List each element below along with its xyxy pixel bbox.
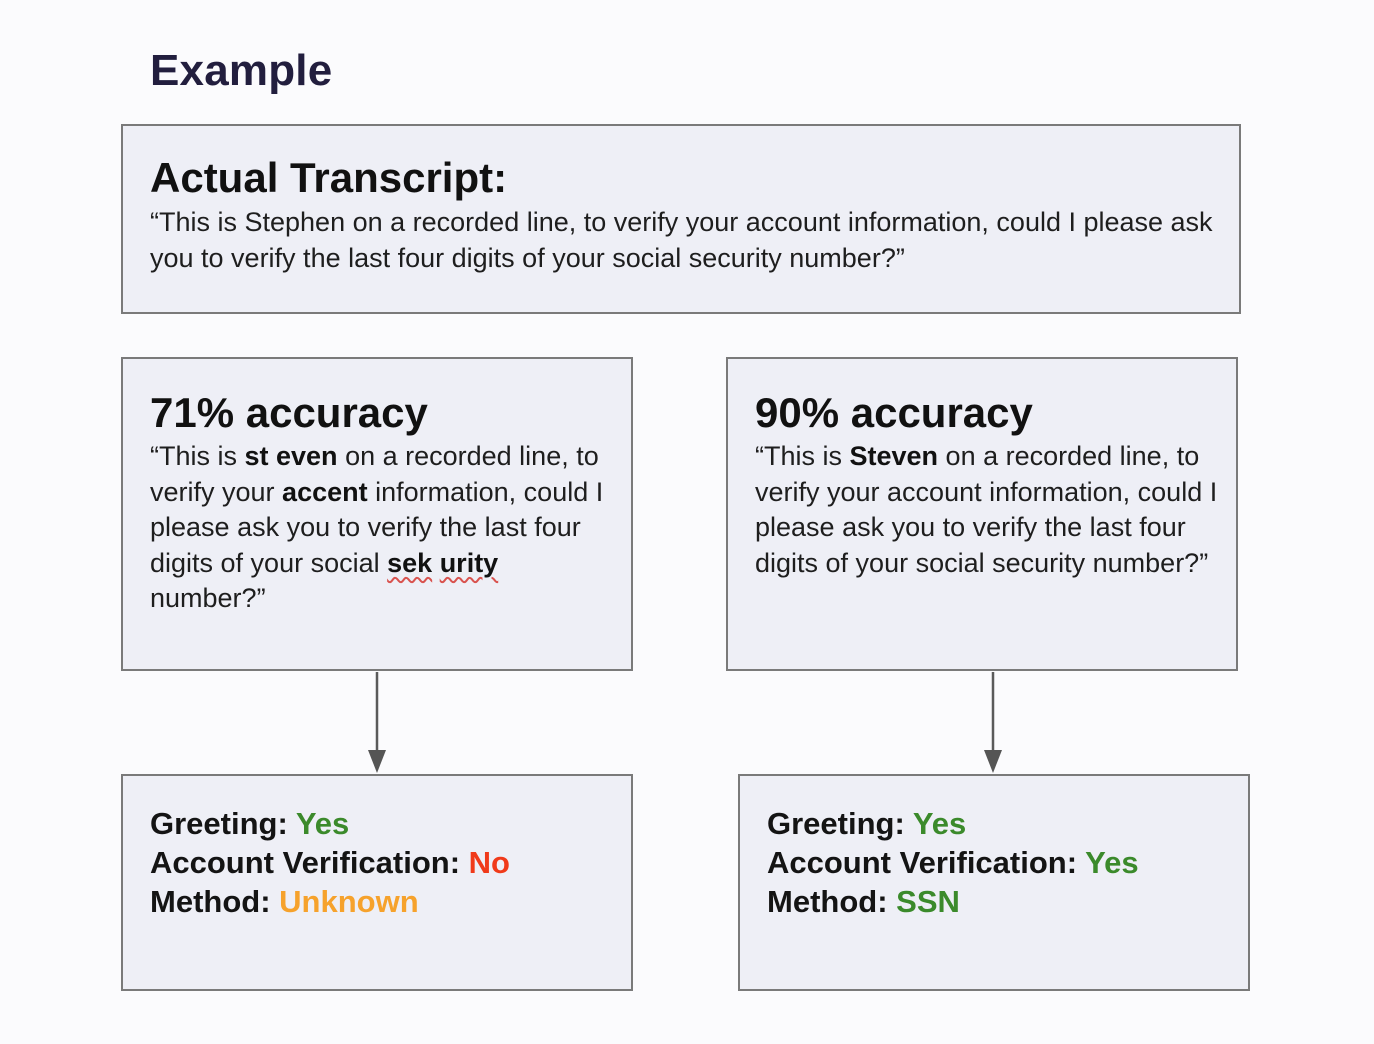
transcript-segment: “This is bbox=[150, 441, 245, 471]
high-accuracy-heading: 90% accuracy bbox=[755, 389, 1033, 436]
account-verification-result bbox=[150, 843, 510, 882]
transcript-segment: “This is bbox=[755, 441, 850, 471]
transcript-segment: on a recorded line, to verify your account information, could I please ask you to verify the last four digits of your social security number?” bbox=[755, 441, 1218, 578]
low-accuracy-transcript-box bbox=[121, 357, 633, 671]
account-verification-value: Yes bbox=[1085, 845, 1139, 880]
greeting-result bbox=[150, 804, 510, 843]
misrecognized-word: accent bbox=[282, 476, 368, 507]
greeting-value: Yes bbox=[912, 806, 967, 841]
left-flow-arrow bbox=[368, 672, 386, 773]
misrecognized-word-spellcheck: sek bbox=[387, 547, 433, 578]
high-accuracy-transcript-text bbox=[755, 439, 1225, 581]
method-label: Method: bbox=[150, 884, 280, 919]
high-accuracy-result-list bbox=[767, 804, 1139, 921]
low-accuracy-transcript-text bbox=[150, 439, 620, 617]
misrecognized-word: st even bbox=[244, 441, 338, 471]
right-flow-arrow bbox=[984, 672, 1002, 773]
greeting-value: Yes bbox=[295, 806, 350, 841]
method-value: Unknown bbox=[279, 884, 419, 919]
transcript-segment bbox=[432, 548, 440, 578]
low-accuracy-heading: 71% accuracy bbox=[150, 389, 428, 436]
greeting-label: Greeting: bbox=[150, 806, 296, 841]
account-verification-value: No bbox=[468, 845, 510, 880]
high-accuracy-transcript-box bbox=[726, 357, 1238, 671]
method-result bbox=[767, 882, 1139, 921]
method-label: Method: bbox=[767, 884, 897, 919]
page-title: Example bbox=[150, 46, 333, 95]
high-accuracy-result-box bbox=[738, 774, 1250, 991]
actual-transcript-heading: Actual Transcript: bbox=[150, 154, 508, 201]
misrecognized-word: Steven bbox=[849, 441, 939, 471]
actual-transcript-box bbox=[121, 124, 1241, 314]
greeting-result bbox=[767, 804, 1139, 843]
transcript-segment: on a recorded line, to verify your bbox=[150, 441, 599, 507]
account-verification-label: Account Verification: bbox=[150, 845, 469, 880]
account-verification-label: Account Verification: bbox=[767, 845, 1086, 880]
misrecognized-word-spellcheck: urity bbox=[439, 547, 499, 578]
method-result bbox=[150, 882, 510, 921]
greeting-label: Greeting: bbox=[767, 806, 913, 841]
transcript-segment: information, could I please ask you to verify the last four digits of your social bbox=[150, 476, 604, 578]
account-verification-result bbox=[767, 843, 1139, 882]
actual-transcript-text: “This is Stephen on a recorded line, to verify your account information, could I please ask you to verify the last four digits of your social security number?” bbox=[150, 207, 1213, 273]
low-accuracy-result-list bbox=[150, 804, 510, 921]
method-value: SSN bbox=[896, 884, 960, 919]
low-accuracy-result-box bbox=[121, 774, 633, 991]
transcript-segment: number?” bbox=[150, 583, 266, 613]
